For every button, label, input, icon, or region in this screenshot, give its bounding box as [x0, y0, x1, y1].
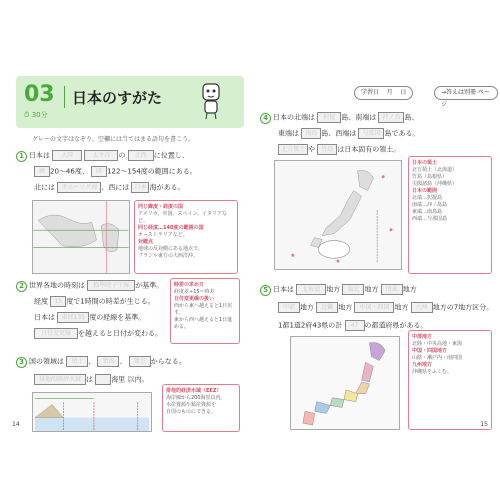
hint-box-4 [408, 156, 492, 274]
answer-box[interactable]: 沖ノ鳥 [378, 112, 404, 123]
text: 島、 [404, 113, 419, 122]
question-4-line-2 [278, 128, 419, 139]
study-label: 学習日 [361, 89, 380, 96]
answer-box[interactable]: 択捉 [317, 112, 341, 123]
time-badge: ⏱ 30分 [24, 111, 48, 119]
text: 、 [119, 357, 127, 366]
chapter-title: 日本のすがた [72, 89, 163, 107]
hint-line: 沖縄県をふくむ。 [412, 369, 453, 375]
answer-box[interactable]: 領空 [129, 356, 151, 367]
hint-line: 西端…与那国島 [412, 216, 448, 222]
answer-box[interactable]: 九州 [411, 302, 433, 313]
study-date-field[interactable] [354, 86, 413, 100]
text: 島、南端は [341, 113, 377, 122]
text: 国の領域は [29, 357, 64, 366]
text: 地方の7地方区分。 [432, 303, 494, 312]
left-page [2, 64, 250, 436]
hint-line: オーストラリアなど。 [138, 232, 188, 238]
text: 、西には [101, 183, 130, 192]
month-label: 月 [386, 89, 393, 96]
mascot-icon [198, 80, 224, 120]
question-5-line-3 [278, 320, 428, 331]
answer-box[interactable]: 北方領土 [278, 144, 308, 155]
hint-line: 中国・四国地方 [412, 348, 448, 354]
hint-line: 東端…南鳥島 [412, 209, 443, 215]
text: 地方 [338, 303, 353, 312]
page-number: 14 [12, 421, 20, 428]
hint-line: 竹島（島根県） [412, 174, 448, 180]
hint-line: 経度差÷15＝時差 [174, 289, 215, 295]
answer-box[interactable]: 東北 [342, 284, 364, 295]
chapter-number: 03 [24, 82, 55, 107]
hint-line: 山陰・瀬戸内・南四国 [412, 355, 463, 361]
hint-line: 北陸・中央高地・東海 [412, 341, 463, 347]
hint-line: 日付変更線の扱い [174, 296, 215, 302]
text: 日本は [34, 313, 55, 322]
text: 東端は [278, 129, 299, 138]
answer-box[interactable]: 竹島 [317, 144, 337, 155]
answer-box[interactable]: 15 [50, 296, 66, 307]
hint-line: 日本の領土 [412, 160, 438, 166]
hint-line: ブラジル東方の大西洋沖。 [138, 253, 198, 259]
right-page [250, 64, 498, 436]
answer-box[interactable]: 大陸 [52, 150, 82, 161]
header-divider [64, 86, 65, 108]
text: 日本の北端は [273, 113, 315, 122]
question-number: 2 [16, 281, 27, 292]
question-5-line-2 [278, 302, 493, 313]
question-number: 5 [260, 285, 271, 296]
page-number: 15 [480, 421, 488, 428]
question-4-line-3 [278, 144, 400, 155]
question-number: 3 [16, 357, 27, 368]
text: や [308, 145, 315, 154]
text: 海里 [111, 375, 126, 384]
text: 日本は [29, 151, 50, 160]
hint-line: 排他的経済水域（EEZ） [166, 388, 222, 394]
hint-line: 自国のものにできる。 [166, 409, 217, 415]
answer-box[interactable]: 領海 [97, 356, 119, 367]
answer-box[interactable]: 近畿 [316, 302, 338, 313]
answer-box[interactable]: 南鳥 [301, 128, 321, 139]
answer-box[interactable] [95, 374, 111, 385]
text: 世界各地の時刻は [29, 281, 85, 290]
hint-line: 南端…沖ノ鳥島 [412, 202, 448, 208]
hint-line: 海岸線から200海里以内。 [166, 395, 226, 401]
answer-box[interactable]: 経 [91, 166, 107, 177]
hint-line: 尖閣諸島（沖縄県） [412, 181, 458, 187]
text: からなる。 [150, 357, 186, 366]
hint-box-5 [408, 330, 492, 430]
answer-box[interactable]: 日付変更線 [34, 328, 78, 339]
answer-box[interactable]: オホーツク海 [57, 182, 101, 193]
question-2-line-3 [34, 312, 145, 323]
text: 経度 [34, 297, 48, 306]
answer-box[interactable]: 47 [345, 320, 365, 331]
time-value: 30分 [31, 111, 48, 119]
territory-diagram [32, 392, 152, 432]
hint-line: 同じ緯度・経度の国 [138, 204, 184, 210]
text: を越えると日付が変わる。 [78, 329, 162, 338]
answer-box[interactable]: 中国・四国 [354, 302, 394, 313]
hint-line: 日本の範囲 [412, 188, 438, 194]
text: 、 [88, 357, 96, 366]
text: 北には [34, 183, 55, 192]
regional-divisions-map [290, 336, 400, 430]
question-3-line-2 [34, 374, 148, 385]
hint-line: 地球の反対側にある地点で、 [138, 246, 203, 252]
question-1-line-3 [34, 182, 184, 193]
hint-line: 同じ経度…140度の範囲の国 [138, 225, 204, 231]
text: 日本は [273, 285, 294, 294]
text: 地方 [394, 303, 409, 312]
answer-box[interactable]: 標準時子午線 [87, 280, 135, 291]
text: 海がある。 [149, 183, 185, 192]
day-label: 日 [400, 89, 407, 96]
question-1-line-1 [16, 150, 189, 162]
japan-extremities-map [274, 160, 402, 270]
question-4-line-1 [260, 112, 418, 124]
hint-box-1 [134, 200, 238, 274]
hint-line: 水産資源や鉱産資源を [166, 402, 217, 408]
hint-line: 時差の求め方 [174, 282, 205, 288]
question-2-line-2 [34, 296, 155, 307]
text: 島、西端は [321, 129, 357, 138]
hint-line: アメリカ、中国、スペイン、イタリアなど。 [138, 211, 228, 224]
text: 度で1時間の時差が生じる。 [66, 297, 155, 306]
text: の [118, 151, 126, 160]
hint-line: 北方領土（北海道） [412, 167, 458, 173]
hint-line: 東から西へ越えると1日進める。 [174, 317, 233, 330]
text: に位置し、 [153, 151, 189, 160]
hint-line: 九州地方 [412, 362, 433, 368]
instruction-note: グレーの文字はなぞり、空欄には当てはまる語句を書こう。 [32, 136, 195, 143]
latitude-map [32, 200, 130, 274]
answer-box[interactable]: 排他的経済水域 [34, 374, 86, 385]
answer-box[interactable]: 北海道 [296, 284, 326, 295]
hint-box-2 [170, 278, 240, 344]
text: が基準。 [135, 281, 164, 290]
answer-box[interactable]: 太平洋 [84, 150, 118, 161]
text: 1都1道2府43県の計 [278, 321, 343, 330]
answer-box[interactable]: 関東 [381, 284, 403, 295]
text: 20～46度、 [50, 167, 89, 176]
question-1-line-2 [34, 166, 197, 177]
answer-box[interactable]: 与那国 [358, 128, 384, 139]
question-5-line-1 [260, 284, 417, 296]
hint-line: 中部地方 [412, 334, 433, 340]
question-2-line-1 [16, 280, 163, 292]
text: 地方 [326, 285, 341, 294]
text: 以内。 [127, 375, 149, 384]
question-3-line-1 [16, 356, 186, 368]
answer-box[interactable]: 中部 [278, 302, 300, 313]
question-number: 4 [260, 113, 271, 124]
hint-line: 西から東へ越えると1日戻す。 [174, 303, 233, 316]
text: は日本固有の領土。 [337, 145, 401, 154]
text: 地方 [402, 285, 417, 294]
question-number: 1 [16, 151, 27, 162]
text: 島である。 [384, 129, 420, 138]
answer-box[interactable]: 東経135 [57, 312, 89, 323]
text: 度の経線を基準。 [89, 313, 146, 322]
text: 地方 [364, 285, 379, 294]
hint-line: 対蹠点 [138, 239, 154, 245]
text: は [86, 375, 93, 384]
text: の都道府県がある。 [364, 321, 428, 330]
answer-box[interactable]: 緯 [34, 166, 50, 177]
text: 地方 [300, 303, 314, 312]
question-2-line-4 [34, 328, 162, 339]
hint-line: 北端…択捉島 [412, 195, 443, 201]
answer-box[interactable]: 領土 [66, 356, 88, 367]
answer-box[interactable]: 北西 [128, 150, 154, 161]
text: 122～154度の範囲にある。 [107, 167, 197, 176]
hint-box-3 [162, 384, 240, 432]
answer-page-ref: →答えは別冊 ページ [434, 86, 498, 100]
answer-box[interactable]: 日本 [131, 182, 149, 193]
